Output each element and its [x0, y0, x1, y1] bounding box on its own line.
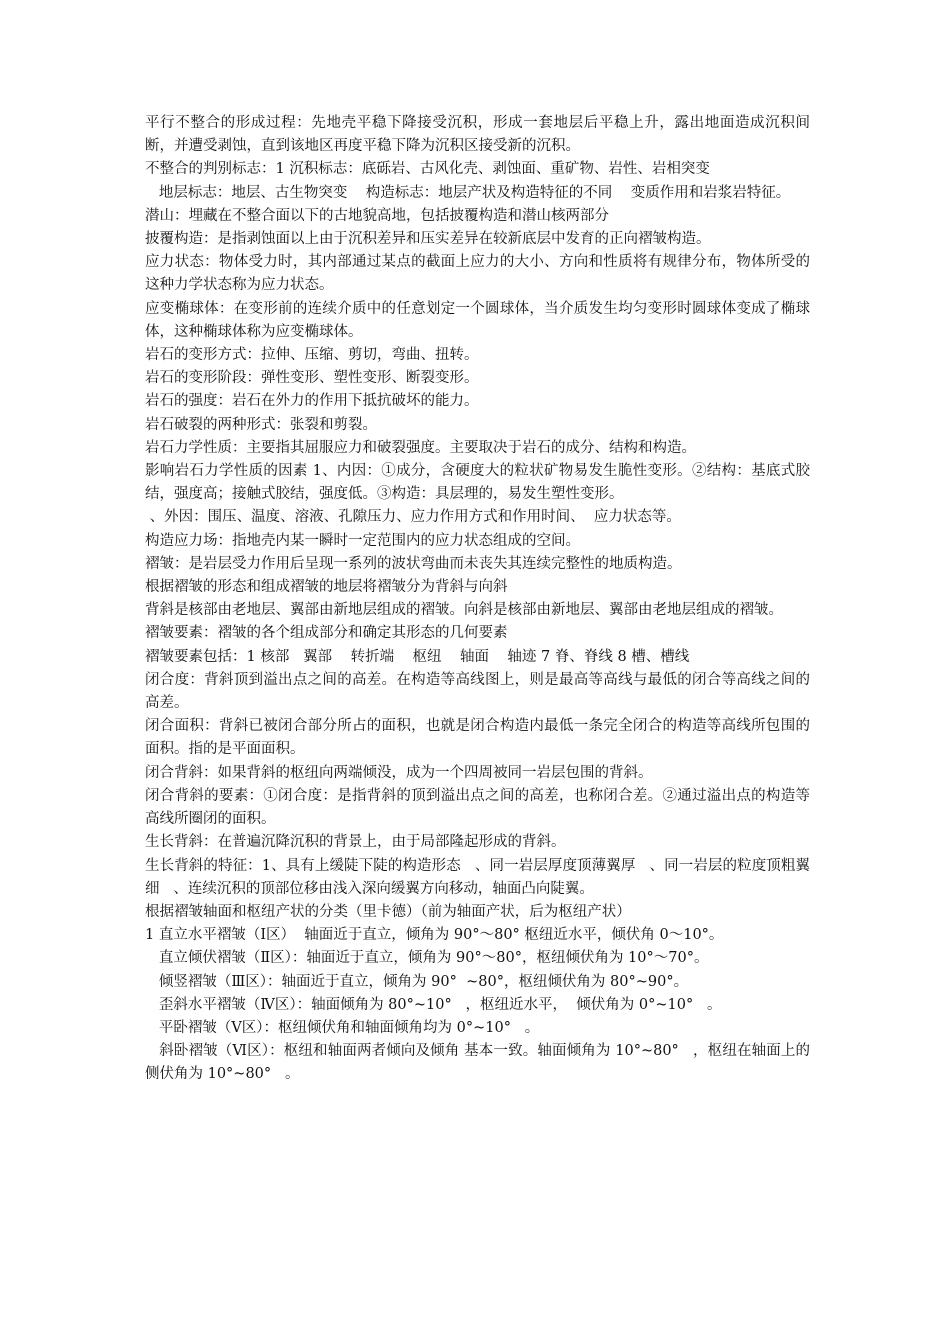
paragraph: 根据褶皱轴面和枢纽产状的分类（里卡德）（前为轴面产状，后为枢纽产状）	[145, 903, 631, 920]
paragraph: 褶皱要素包括：1 核部 翼部 转折端 枢纽 轴面 轴迹 7 脊、脊线 8 槽、槽线	[145, 648, 690, 665]
paragraph: 平卧褶皱（Ⅴ区）：枢纽倾伏角和轴面倾角均为 0°~10° 。	[145, 1019, 540, 1036]
paragraph: 岩石的变形阶段：弹性变形、塑性变形、断裂变形。	[145, 370, 479, 387]
paragraph: 倾竖褶皱（Ⅲ区）：轴面近于直立，倾角为 90° ~80°，枢纽倾伏角为 80°~90°。	[145, 973, 689, 990]
paragraph: 岩石的变形方式：拉伸、压缩、剪切，弯曲、扭转。	[145, 347, 479, 364]
paragraph: 闭合背斜的要素：①闭合度：是指背斜的顶到溢出点之间的高差，也称闭合差。②通过溢出点的构造等高线所圈闭的面积。	[145, 787, 810, 828]
paragraph: 应力状态：物体受力时，其内部通过某点的截面上应力的大小、方向和性质将有规律分布，物体所受的这种力学状态称为应力状态。	[145, 254, 810, 294]
paragraph: 褶皱：是岩层受力作用后呈现一系列的波状弯曲而未丧失其连续完整性的地质构造。	[145, 555, 682, 572]
document-page	[145, 112, 810, 1087]
paragraph: 岩石力学性质：主要指其屈服应力和破裂强度。主要取决于岩石的成分、结构和构造。	[145, 439, 696, 456]
paragraph: 平行不整合的形成过程：先地壳平稳下降接受沉积，形成一套地层后平稳上升，露出地面造成沉积间断，并遭受剥蚀，直到该地区再度平稳下降为沉积区接受新的沉积。	[145, 115, 810, 155]
paragraph: 直立倾伏褶皱（Ⅱ区）：轴面近于直立，倾角为 90°～80°，枢纽倾伏角为 10°～70°。	[145, 950, 709, 967]
paragraph: 背斜是核部由老地层、翼部由新地层组成的褶皱。向斜是核部由新地层、翼部由老地层组成的褶皱。	[145, 602, 783, 619]
paragraph: 、外因：围压、温度、溶液、孔隙压力、应力作用方式和作用时间、 应力状态等。	[145, 509, 681, 526]
paragraph: 生长背斜的特征：1、具有上缓陡下陡的构造形态 、同一岩层厚度顶薄翼厚 、同一岩层的粒度顶粗翼细 、连续沉积的顶部位移由浅入深向缓翼方向移动，轴面凸向陡翼。	[145, 857, 810, 897]
paragraph: 闭合度：背斜顶到溢出点之间的高差。在构造等高线图上，则是最高等高线与最低的闭合等高线之间的高差。	[145, 671, 810, 712]
paragraph: 披覆构造：是指剥蚀面以上由于沉积差异和压实差异在较新底层中发育的正向褶皱构造。	[145, 231, 711, 248]
paragraph: 斜卧褶皱（Ⅵ区）：枢纽和轴面两者倾向及倾角 基本一致。轴面倾角为 10°~80° ，枢纽在轴面上的侧伏角为 10°~80° 。	[145, 1043, 810, 1083]
paragraph: 地层标志：地层、古生物突变 构造标志：地层产状及构造特征的不同 变质作用和岩浆岩特征。	[145, 184, 791, 201]
paragraph: 构造应力场：指地壳内某一瞬时一定范围内的应力状态组成的空间。	[145, 532, 580, 549]
paragraph: 生长背斜：在普遍沉降沉积的背景上，由于局部隆起形成的背斜。	[145, 834, 566, 851]
paragraph: 褶皱要素：褶皱的各个组成部分和确定其形态的几何要素	[145, 625, 508, 642]
paragraph: 根据褶皱的形态和组成褶皱的地层将褶皱分为背斜与向斜	[145, 579, 508, 596]
paragraph: 应变椭球体：在变形前的连续介质中的任意划定一个圆球体，当介质发生均匀变形时圆球体变成了椭球体，这种椭球体称为应变椭球体。	[145, 300, 810, 340]
paragraph: 影响岩石力学性质的因素 1、内因：①成分，含硬度大的粒状矿物易发生脆性变形。②结构：基底式胶结，强度高；接触式胶结，强度低。③构造：具层理的，易发生塑性变形。	[145, 463, 810, 503]
paragraph: 闭合面积：背斜已被闭合部分所占的面积，也就是闭合构造内最低一条完全闭合的构造等高线所包围的面积。指的是平面面积。	[145, 718, 810, 758]
paragraph: 岩石的强度：岩石在外力的作用下抵抗破坏的能力。	[145, 393, 479, 410]
paragraph: 潜山：埋藏在不整合面以下的古地貌高地，包括披覆构造和潜山核两部分	[145, 207, 609, 224]
paragraph: 歪斜水平褶皱（Ⅳ区）：轴面倾角为 80°~10° ，枢纽近水平， 倾伏角为 0°~10° 。	[145, 996, 722, 1013]
paragraph: 岩石破裂的两种形式：张裂和剪裂。	[145, 416, 377, 433]
paragraph: 不整合的判别标志：1 沉积标志：底砾岩、古风化壳、剥蚀面、重矿物、岩性、岩相突变	[145, 161, 710, 178]
paragraph: 1 直立水平褶皱（Ⅰ区） 轴面近于直立，倾角为 90°～80° 枢纽近水平，倾伏角 0～10°。	[145, 927, 724, 944]
paragraph: 闭合背斜：如果背斜的枢纽向两端倾没，成为一个四周被同一岩层包围的背斜。	[145, 764, 653, 781]
